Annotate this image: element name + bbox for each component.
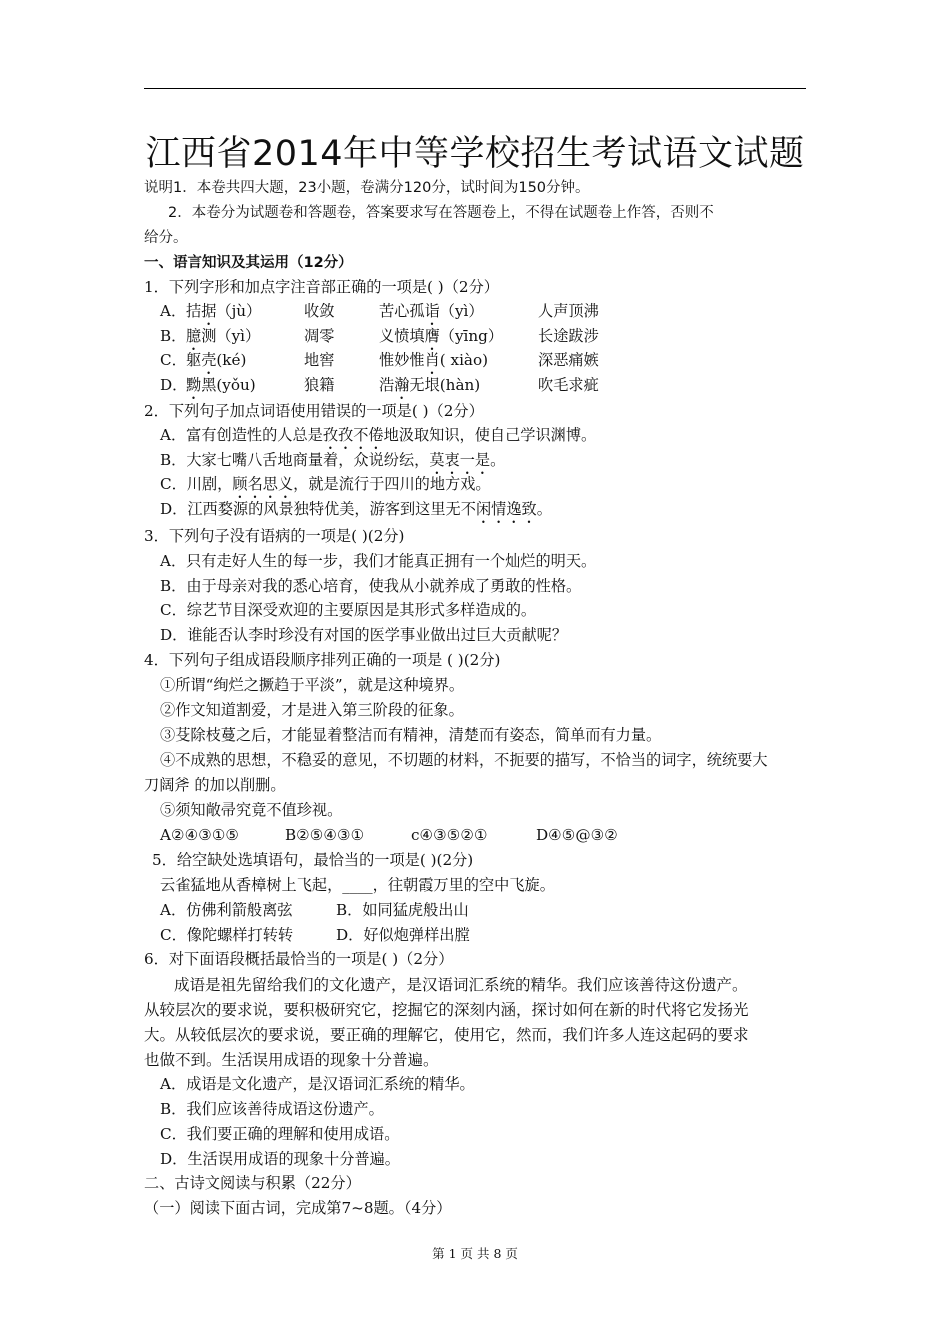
q6-option-b: B．我们应该善待成语这份遗产。 (160, 1100, 384, 1118)
q6-passage-line-2: 从较层次的要求说，要积极研究它，挖掘它的深刻内涵，探讨如何在新的时代将它发扬光 (144, 1001, 749, 1019)
q1-b-word1: 臆测（yì） (186, 327, 261, 345)
q4-sentence-4: ④不成熟的思想，不稳妥的意见，不切题的材料，不扼要的描写，不恰当的词字，统统要大 (160, 751, 768, 769)
q1-b-word2: 凋零 (304, 327, 335, 345)
header-rule (144, 88, 806, 89)
q1-a-word2: 收敛 (304, 302, 335, 320)
option-label: B． (160, 327, 187, 345)
q6-passage-line-1: 成语是祖先留给我们的文化遗产，是汉语词汇系统的精华。我们应该善待这份遗产。 (174, 976, 748, 994)
q4-option-c: c④③⑤②① (411, 826, 488, 844)
q5-option-b: B．如同猛虎般出山 (336, 901, 469, 919)
q6-passage-line-4: 也做不到。生活误用成语的现象十分普遍。 (144, 1051, 439, 1069)
q5-option-c: C．像陀螺样打转转 (160, 926, 294, 944)
q1-b-word4: 长途跋涉 (538, 327, 599, 345)
q1-d-word3: 浩瀚无垠(hàn) (379, 376, 481, 394)
instruction-line-2: 2．本卷分为试题卷和答题卷，答案要求写在答题卷上，不得在试题卷上作答，否则不 (168, 205, 714, 221)
q4-sentence-5: ⑤须知敞帚究竟不值珍视。 (160, 801, 343, 819)
q3-option-a: A．只有走好人生的每一步，我们才能真正拥有一个灿烂的明天。 (160, 552, 597, 570)
q1-d-word4: 吹毛求疵 (538, 376, 599, 394)
instruction-line-3: 给分。 (144, 230, 188, 246)
q1-a-word1: 拮据（jù） (186, 302, 262, 320)
q4-option-a: A②④③①⑤ (160, 826, 240, 844)
q1-c-word3: 惟妙惟肖( xiào) (379, 351, 489, 369)
page-footer: 第 1 页 共 8 页 (432, 1246, 518, 1261)
q5-stem: 5．给空缺处选填语句，最恰当的一项是( )(2分) (152, 851, 474, 869)
page-title: 江西省2014年中等学校招生考试语文试题 (145, 134, 805, 174)
q6-option-a: A．成语是文化遗产，是汉语词汇系统的精华。 (160, 1075, 475, 1093)
q3-option-b: B．由于母亲对我的悉心培育，使我从小就养成了勇敢的性格。 (160, 577, 582, 595)
section-1-heading: 一、语言知识及其运用（12分） (144, 255, 353, 271)
q1-c-word1: 躯壳(ké) (186, 351, 247, 369)
q4-sentence-1: ①所谓“绚烂之撅趋于平淡”，就是这种境界。 (160, 676, 465, 694)
q4-sentence-3: ③芟除枝蔓之后，才能显着整洁而有精神，清楚而有姿态，简单而有力量。 (160, 726, 662, 744)
section-2-heading: 二、古诗文阅读与积累（22分） (144, 1174, 361, 1192)
q1-a-word4: 人声顶沸 (538, 302, 599, 320)
q2-stem: 2．下列句子加点词语使用错误的一项是( )（2分） (144, 402, 484, 420)
q4-option-d: D④⑤@③② (536, 826, 618, 844)
q5-option-a: A．仿佛利箭般离弦 (160, 901, 293, 919)
q4-stem: 4．下列句子组成语段顺序排列正确的一项是 ( )(2分) (144, 651, 501, 669)
q3-option-c: C．综艺节目深受欢迎的主要原因是其形式多样造成的。 (160, 601, 537, 619)
q1-b-word3: 义愤填膺（yīng） (379, 327, 504, 345)
q2-option-a: A．富有创造性的人总是孜孜不倦地汲取知识，使自己学识渊博。 (160, 426, 597, 444)
instruction-line-1: 说明1．本卷共四大题，23小题，卷满分120分，试时间为150分钟。 (144, 180, 590, 196)
q3-stem: 3．下列句子没有语病的一项是( )(2分) (144, 527, 405, 545)
q2-option-d: D．江西婺源的风景独特优美，游客到这里无不闲情逸致。 (160, 500, 552, 518)
option-label: C． (160, 351, 187, 369)
option-label: D． (160, 376, 188, 394)
q1-d-word2: 狼籍 (304, 376, 335, 394)
q4-sentence-2: ②作文知道割爱，才是进入第三阶段的征象。 (160, 701, 464, 719)
q3-option-d: D．谁能否认李时珍没有对国的医学事业做出过巨大贡献呢？ (160, 626, 568, 644)
q1-c-word4: 深恶痛嫉 (538, 351, 599, 369)
q6-passage-line-3: 大。从较低层次的要求说，要正确的理解它，使用它，然而，我们许多人连这起码的要求 (144, 1026, 749, 1044)
q6-option-c: C．我们要正确的理解和使用成语。 (160, 1125, 400, 1143)
q6-stem: 6．对下面语段概括最恰当的一项是( )（2分） (144, 950, 454, 968)
option-label: A． (160, 302, 187, 320)
q5-sentence: 云雀猛地从香樟树上飞起，____，往朝霞万里的空中飞旋。 (160, 876, 555, 894)
q1-stem: 1．下列字形和加点字注音部正确的一项是( )（2分） (144, 278, 499, 296)
q1-d-word1: 黝黑(yǒu) (186, 376, 256, 394)
q6-option-d: D．生活误用成语的现象十分普遍。 (160, 1150, 400, 1168)
q4-option-b: B②⑤④③① (285, 826, 365, 844)
q1-c-word2: 地窖 (304, 351, 335, 369)
q4-sentence-4-cont: 刀阔斧 的加以削删。 (144, 776, 286, 794)
section-2-sub-1: （一）阅读下面古词，完成第7~8题。（4分） (144, 1199, 452, 1217)
q2-option-c: C．川剧，顾名思义，就是流行于四川的地方戏。 (160, 475, 491, 493)
q1-a-word3: 苦心孤诣（yì） (379, 302, 484, 320)
q2-option-b: B．大家七嘴八舌地商量着，众说纷纭，莫衷一是。 (160, 451, 506, 469)
q5-option-d: D．好似炮弹样出膛 (336, 926, 470, 944)
